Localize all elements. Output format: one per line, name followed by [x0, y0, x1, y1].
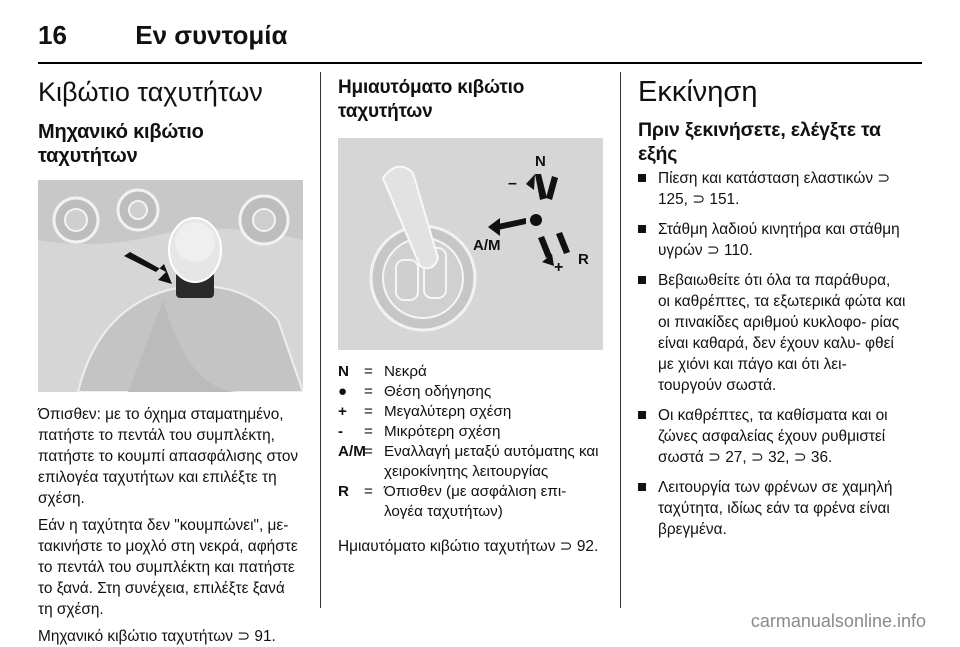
list-item: Βεβαιωθείτε ότι όλα τα παράθυρα, οι καθρέπτες, τα εξωτερικά φώτα και οι πινακίδες αριθμού κυκλοφο- ρίας είναι καθαρά, δεν έχουν καλυ- φθεί με χιόνι και πάγο και ότι λει- τουργούν σωστά. — [638, 270, 906, 396]
section-title: Εν συντομία — [135, 20, 288, 50]
list-item: Λειτουργία των φρένων σε χαμηλή ταχύτητα, ιδίως εάν τα φρένα είναι βρεγμένα. — [638, 477, 906, 540]
semi-automatic-lever-illustration — [338, 138, 603, 350]
column-starting — [638, 76, 906, 549]
legend-value: Μικρότερη σχέση — [384, 423, 501, 440]
legend-equals: = — [364, 383, 373, 400]
list-item: Πίεση και κατάσταση ελαστικών ⊃ 125, ⊃ 151. — [638, 168, 906, 210]
manual-gearbox-reference: Μηχανικό κιβώτιο ταχυτήτων ⊃ 91. — [38, 628, 276, 645]
legend-equals: = — [364, 483, 373, 500]
starting-heading: Εκκίνηση — [638, 76, 758, 108]
manual-gearshift-illustration — [38, 180, 303, 392]
legend-row — [338, 382, 603, 402]
legend-value: Νεκρά — [384, 363, 427, 380]
gear-not-engaging-paragraph: Εάν η ταχύτητα δεν "κουμπώνει", με- τακινήστε το μοχλό στη νεκρά, αφήστε το πεντάλ του συμπλέκτη και πατήστε το ξανά. Στη συνέχεια, επιλέξτε ξανά τη σχέση. — [38, 517, 298, 618]
legend-row — [338, 422, 603, 442]
lever-label-am: A/M — [473, 237, 501, 254]
legend-value: Μεγαλύτερη σχέση — [384, 403, 512, 420]
semi-automatic-reference: Ημιαυτόματο κιβώτιο ταχυτήτων ⊃ 92. — [338, 538, 599, 555]
legend-key: A/M — [338, 443, 366, 460]
reverse-gear-paragraph: Όπισθεν: με το όχημα σταματημένο, πατήστε το πεντάλ του συμπλέκτη, πατήστε το κουμπί απασφάλισης στον επιλογέα ταχυτήτων και επιλέξτε τη σχέση. — [38, 406, 299, 507]
manual-gearbox-subheading: Μηχανικό κιβώτιο ταχυτήτων — [38, 121, 204, 167]
page-number: 16 — [38, 20, 67, 50]
legend-equals: = — [364, 403, 373, 420]
legend-key: - — [338, 423, 344, 440]
lever-label-n: N — [535, 153, 546, 170]
watermark: carmanualsonline.info — [750, 611, 926, 631]
legend-value: Όπισθεν (με ασφάλιση επι- λογέα ταχυτήτων) — [384, 483, 567, 520]
column-divider-2 — [620, 72, 621, 608]
lever-label-r: R — [578, 251, 589, 268]
lever-label-minus: – — [508, 175, 517, 192]
gear-position-legend — [338, 362, 603, 522]
column-divider-1 — [320, 72, 321, 608]
legend-value: Θέση οδήγησης — [384, 383, 492, 400]
legend-key: R — [338, 483, 349, 500]
gearbox-heading: Κιβώτιο ταχυτήτων — [38, 77, 263, 107]
legend-value: Εναλλαγή μεταξύ αυτόματης και χειροκίνητης λειτουργίας — [384, 443, 599, 480]
page-header — [38, 20, 288, 51]
legend-row — [338, 402, 603, 422]
semi-automatic-subheading: Ημιαυτόματο κιβώτιο ταχυτήτων — [338, 77, 525, 122]
legend-key: N — [338, 363, 349, 380]
legend-row — [338, 362, 603, 382]
legend-key: ● — [338, 383, 348, 400]
lever-label-plus: + — [554, 259, 564, 276]
column-manual-gearbox — [38, 76, 303, 647]
header-rule — [38, 62, 922, 64]
list-item: Στάθμη λαδιού κινητήρα και στάθμη υγρών ⊃ 110. — [638, 219, 906, 261]
legend-row — [338, 482, 603, 522]
list-item: Οι καθρέπτες, τα καθίσματα και οι ζώνες ασφαλείας έχουν ρυθμιστεί σωστά ⊃ 27, ⊃ 32, ⊃ 36. — [638, 405, 906, 468]
column-semi-automatic — [338, 76, 603, 557]
legend-equals: = — [364, 423, 373, 440]
pre-start-checklist — [638, 168, 906, 540]
legend-row — [338, 442, 603, 482]
pre-start-checks-subheading: Πριν ξεκινήσετε, ελέγξτε τα εξής — [638, 119, 881, 165]
legend-equals: = — [364, 443, 373, 460]
legend-equals: = — [364, 363, 373, 380]
legend-key: + — [338, 403, 347, 420]
